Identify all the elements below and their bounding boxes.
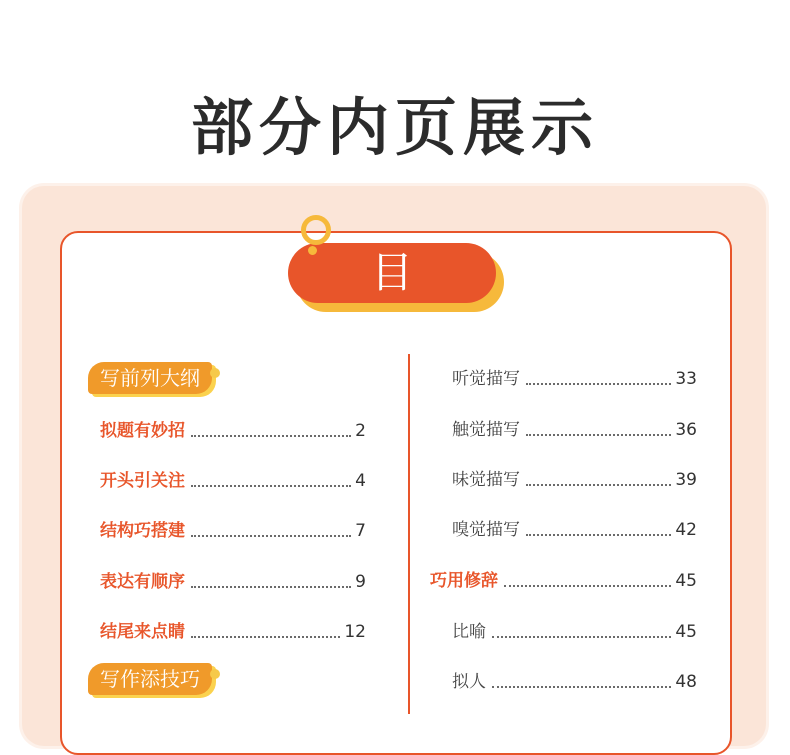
dot-leader [191, 485, 351, 487]
toc-entry-label: 触觉描写 [452, 420, 520, 440]
toc-entry-page: 2 [355, 421, 366, 441]
dot-leader [492, 686, 671, 688]
toc-entry-label: 结构巧搭建 [100, 521, 185, 541]
toc-entry[interactable] [430, 417, 697, 441]
sparkle-icon [210, 368, 220, 378]
toc-entry[interactable] [430, 366, 697, 390]
dot-leader [191, 586, 351, 588]
toc-entry[interactable] [430, 669, 697, 693]
toc-entry-page: 48 [675, 672, 697, 692]
toc-entry-label: 听觉描写 [452, 369, 520, 389]
toc-entry[interactable] [430, 517, 697, 541]
binder-ring-icon [301, 215, 331, 245]
dot-leader [504, 585, 671, 587]
toc-entry-label: 开头引关注 [100, 471, 185, 491]
section-tag-outline[interactable] [88, 362, 212, 394]
toc-entry[interactable] [100, 569, 366, 593]
toc-entry-page: 7 [355, 521, 366, 541]
dot-leader [191, 535, 351, 537]
toc-entry-label: 拟人 [452, 672, 486, 692]
toc-entry[interactable] [430, 619, 697, 643]
toc-entry-page: 4 [355, 471, 366, 491]
section-tag-label: 写作添技巧 [100, 667, 200, 691]
toc-entry-label: 味觉描写 [452, 470, 520, 490]
toc-entry-label: 比喻 [452, 622, 486, 642]
section-tag-label: 写前列大纲 [100, 366, 200, 390]
toc-entry-page: 9 [355, 572, 366, 592]
column-divider [408, 354, 410, 714]
toc-entry-page: 45 [675, 571, 697, 591]
toc-entry[interactable] [430, 467, 697, 491]
dot-leader [526, 484, 671, 486]
toc-entry-page: 42 [675, 520, 697, 540]
toc-entry-page: 45 [675, 622, 697, 642]
dot-leader [492, 636, 671, 638]
toc-entry[interactable] [100, 468, 366, 492]
toc-entry-page: 12 [344, 622, 366, 642]
section-tag-techniques[interactable] [88, 663, 212, 695]
toc-entry-page: 36 [675, 420, 697, 440]
toc-entry-label: 巧用修辞 [430, 571, 498, 591]
toc-entry[interactable] [100, 518, 366, 542]
toc-entry[interactable] [100, 619, 366, 643]
page-heading: 部分内页展示 [190, 91, 599, 164]
toc-entry-page: 39 [675, 470, 697, 490]
dot-leader [526, 434, 671, 436]
toc-entry-label: 表达有顺序 [100, 572, 185, 592]
toc-entry-label: 拟题有妙招 [100, 421, 185, 441]
dot-leader [191, 435, 351, 437]
sparkle-icon [210, 669, 220, 679]
toc-entry-label: 嗅觉描写 [452, 520, 520, 540]
toc-entry[interactable] [430, 568, 697, 592]
toc-entry[interactable] [100, 418, 366, 442]
dot-leader [526, 534, 671, 536]
dot-leader [526, 383, 671, 385]
toc-title: 目 录 [288, 243, 496, 303]
toc-entry-label: 结尾来点睛 [100, 622, 185, 642]
binder-ring-dot-icon [308, 246, 317, 255]
dot-leader [191, 636, 340, 638]
toc-entry-page: 33 [675, 369, 697, 389]
